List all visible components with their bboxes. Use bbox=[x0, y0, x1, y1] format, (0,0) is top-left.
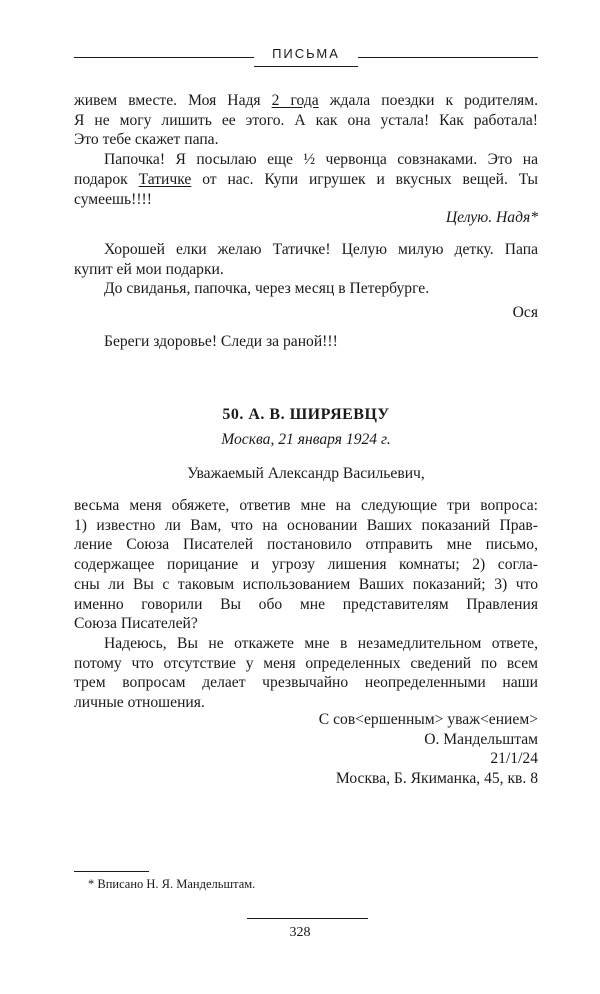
letter-2-heading bbox=[74, 405, 538, 425]
text-run: живем вместе. Моя Надя bbox=[74, 92, 272, 109]
paragraph-line: сумеешь!!!! bbox=[74, 190, 152, 208]
paragraph-line: Я не могу лишить ее этого. А как она устала! Как работала! bbox=[74, 111, 538, 129]
place-date: Москва, 21 января 1924 г. bbox=[221, 431, 391, 448]
paragraph-line: весьма меня обяжете, ответив мне на следующие три вопроса: bbox=[74, 497, 538, 514]
address-text: Москва, Б. Якиманка, 45, кв. 8 bbox=[335, 770, 538, 788]
text-run: от нас. Купи игрушек и вкусных вещей. Ты bbox=[191, 170, 538, 188]
paragraph-line: содержащее порицание и угрозу лишения комнаты; 2) согла- bbox=[74, 556, 538, 574]
signature-text: Целую. Надя* bbox=[445, 209, 538, 226]
signature-nadya bbox=[74, 208, 538, 228]
paragraph-line: личные отношения. bbox=[74, 694, 205, 712]
paragraph-line: трем вопросам делает чрезвычайно неопределенными наши bbox=[74, 674, 538, 692]
paragraph-line: Хорошей елки желаю Татичке! Целую милую детку. Папа bbox=[104, 241, 538, 258]
text-run: ждала поездки к родителям. bbox=[318, 92, 538, 109]
footer-rule bbox=[247, 918, 368, 919]
footnote: * Вписано Н. Я. Мандельштам. bbox=[88, 877, 256, 891]
paragraph-line: 1) известно ли Вам, что на основании Ваших показаний Прав- bbox=[74, 516, 538, 534]
running-head-rule-right bbox=[358, 57, 538, 58]
signature-text: О. Мандельштам bbox=[424, 730, 538, 748]
letter-1-postscript bbox=[74, 332, 538, 352]
paragraph-line: До свиданья, папочка, через месяц в Петербурге. bbox=[104, 280, 430, 298]
letter-2-body bbox=[74, 496, 538, 713]
paragraph-line: именно говорили Вы обо мне представителям Правления bbox=[74, 595, 538, 613]
closing-text: С сов<ершенным> уваж<ением> bbox=[318, 711, 538, 728]
letter-date: 21/1/24 bbox=[490, 750, 538, 768]
paragraph-line: Это тебе скажет папа. bbox=[74, 131, 219, 149]
letter-2-closing bbox=[74, 710, 538, 789]
paragraph-line: Надеюсь, Вы не откажете мне в незамедлительном ответе, bbox=[104, 634, 538, 652]
running-head-underline bbox=[254, 66, 358, 67]
paragraph-line: ление Союза Писателей постановило отправить мне письмо, bbox=[74, 536, 538, 554]
paragraph-line: потому что отсутствие у меня определенных сведений по всем bbox=[74, 654, 538, 672]
paragraph-line: Союза Писателей? bbox=[74, 615, 198, 633]
running-head bbox=[74, 46, 538, 66]
letter-1-paragraph-3 bbox=[74, 240, 538, 299]
underlined-text: Татичке bbox=[138, 170, 192, 188]
salutation: Уважаемый Александр Васильевич, bbox=[187, 465, 425, 482]
page-number: 328 bbox=[289, 925, 311, 940]
signature-text: Ося bbox=[512, 304, 538, 321]
letter-2-place-date bbox=[74, 430, 538, 450]
paragraph-line: сны ли Вы с таковым использованием Ваших показаний; 3) что bbox=[74, 575, 538, 593]
letter-2-salutation bbox=[74, 464, 538, 484]
text-run: подарок bbox=[74, 170, 139, 188]
running-head-title: ПИСЬМА bbox=[272, 46, 340, 61]
paragraph-line: Папочка! Я посылаю еще ½ червонца совзнаками. Это на bbox=[104, 151, 538, 169]
paragraph-line: Береги здоровье! Следи за раной!!! bbox=[104, 333, 338, 350]
paragraph-line bbox=[74, 91, 538, 111]
paragraph-line: купит ей мои подарки. bbox=[74, 260, 224, 278]
letter-heading: 50. А. В. ШИРЯЕВЦУ bbox=[222, 406, 390, 423]
footnote-rule bbox=[74, 871, 149, 872]
letter-1-continuation bbox=[74, 91, 538, 209]
underlined-text: 2 года bbox=[271, 92, 319, 109]
paragraph-line bbox=[74, 170, 538, 190]
signature-osya bbox=[74, 303, 538, 323]
